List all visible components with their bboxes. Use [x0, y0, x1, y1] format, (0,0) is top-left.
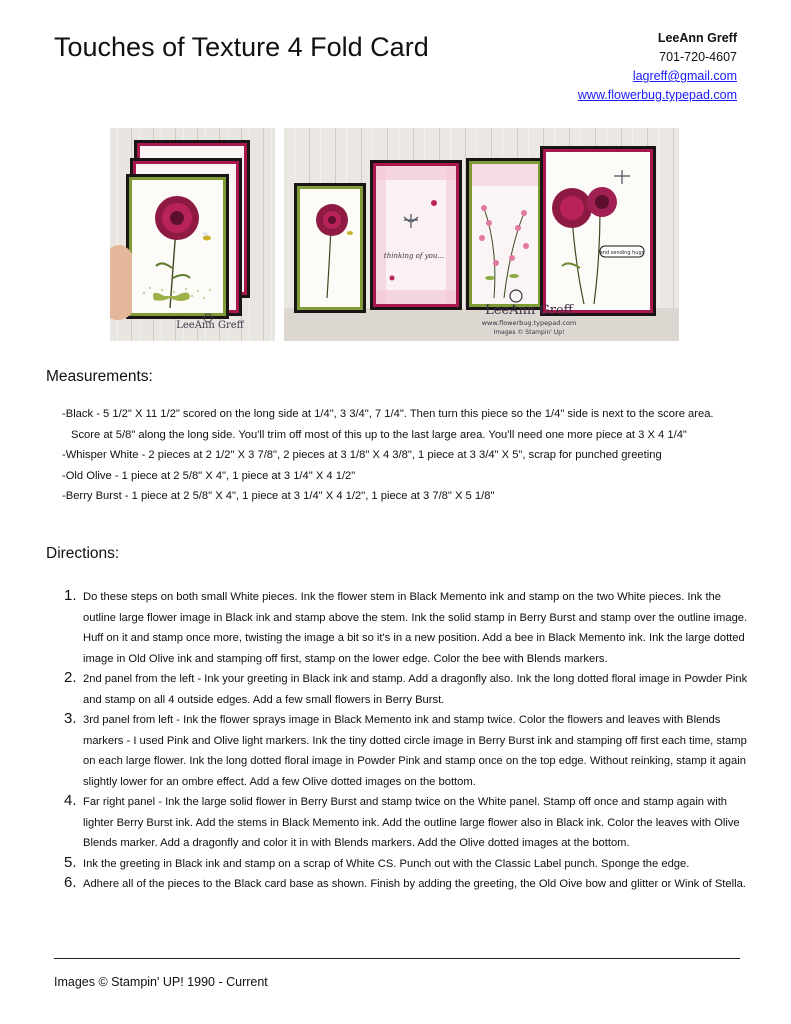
measurement-item: -Berry Burst - 1 piece at 2 5/8" X 4", 1 piece at 3 1/4" X 4 1/2", 1 piece at 3 7/8" X 5 1/8" — [62, 490, 495, 502]
footer-divider — [54, 958, 740, 959]
step-text: 3rd panel from left - Ink the flower sprays image in Black Memento ink and stamp twice. Color the flowers and leaves with Blends markers - I used Pink and Olive light markers. Ink the tiny dotted circle image in Berry Burst ink and stamping off first each time, stamp on each large flower. Ink the long dotted floral image in Powder Pink and stamp once on the top edge. Without reinking, stamp it again slightly lower for an ombre effect. Add a few Olive dotted images on the bottom. — [83, 714, 747, 788]
step-text: Ink the greeting in Black ink and stamp on a scrap of White CS. Punch out with the Classic Label punch. Sponge the edge. — [83, 857, 690, 870]
measurements-list — [62, 404, 742, 507]
direction-step — [64, 874, 748, 895]
direction-step — [64, 669, 748, 710]
photo-open-card — [284, 128, 679, 341]
step-number: 6. — [64, 874, 77, 891]
step-number: 5. — [64, 853, 77, 871]
step-number: 1. — [64, 587, 77, 604]
photo-card-stack — [110, 128, 275, 341]
direction-step — [64, 792, 748, 854]
phone-number: 701-720-4607 — [659, 50, 737, 64]
photo-label-text: and sending hugs — [599, 250, 645, 256]
step-text: 2nd panel from the left - Ink your greeting in Black ink and stamp. Add a dragonfly also. Ink the long dotted floral image in Powder Pink and stamp on all 4 outside edges. Add a few small flowers in Berry Burst. — [83, 673, 748, 706]
photo-right-watermark: LeeAnn Greff — [485, 303, 573, 318]
directions-heading: Directions: — [46, 545, 120, 562]
measurement-item: -Whisper White - 2 pieces at 2 1/2" X 3 7/8", 2 pieces at 3 1/8" X 4 3/8", 1 piece at 3 3/4" X 5", scrap for punched greeting — [62, 449, 662, 461]
step-text: Adhere all of the pieces to the Black card base as shown. Finish by adding the greeting, the Old Oive bow and glitter or Wink of Stella. — [83, 878, 746, 890]
measurement-item: -Black - 5 1/2" X 11 1/2" scored on the long side at 1/4", 3 3/4", 7 1/4". Then turn this piece so the 1/4" side is next to the score area. Score at 5/8" along the long side. You'll trim off most of this up to the last large area. You'll need one more piece at 3 X 4 1/4" — [62, 408, 714, 441]
step-number: 3. — [64, 710, 77, 727]
author-name: LeeAnn Greff — [657, 31, 737, 45]
directions-list — [64, 587, 748, 895]
step-number: 4. — [64, 792, 77, 809]
photo-greeting-text: thinking of you... — [383, 252, 445, 260]
direction-step — [64, 854, 748, 875]
page-title: Touches of Texture 4 Fold Card — [54, 32, 429, 62]
email-link[interactable]: lagreff@gmail.com — [632, 69, 737, 83]
step-number: 2. — [64, 669, 77, 686]
contact-block — [578, 29, 737, 105]
photo-right-credit: Images © Stampin' Up! — [493, 329, 565, 336]
footer-copyright: Images © Stampin' UP! 1990 - Current — [54, 975, 268, 989]
step-text: Far right panel - Ink the large solid flower in Berry Burst and stamp twice on the White panel. Stamp off once and stamp again with lighter Berry Burst ink. Add the stems in Black Memento ink. Add the outline large flower also in Black ink. Color the leaves with Olive Blends marker. Add a dragonfly and color it in with Blends markers. Add the Olive dotted images at the bottom. — [83, 796, 740, 849]
measurements-heading: Measurements: — [46, 368, 153, 385]
measurement-item: -Old Olive - 1 piece at 2 5/8" X 4", 1 piece at 3 1/4" X 4 1/2" — [62, 469, 356, 482]
direction-step — [64, 710, 748, 792]
photo-right-url: www.flowerbug.typepad.com — [481, 319, 577, 327]
photo-left-watermark: LeeAnn Greff — [176, 320, 244, 331]
website-link[interactable]: www.flowerbug.typepad.com — [577, 88, 737, 102]
direction-step — [64, 587, 748, 669]
step-text: Do these steps on both small White pieces. Ink the flower stem in Black Memento ink and stamp on the two White pieces. Ink the outline large flower image in Black ink and stamp above the stem. Ink the solid stamp in Berry Burst and stamp over the outline image. Huff on it and stamp once more, twisting the image a bit so it's in a new position. Add a bee in Black Memento ink. Ink the large dotted image in Old Olive ink and stamping off first, stamp on the lower edge. Color the bee with Blends markers. — [83, 591, 748, 665]
